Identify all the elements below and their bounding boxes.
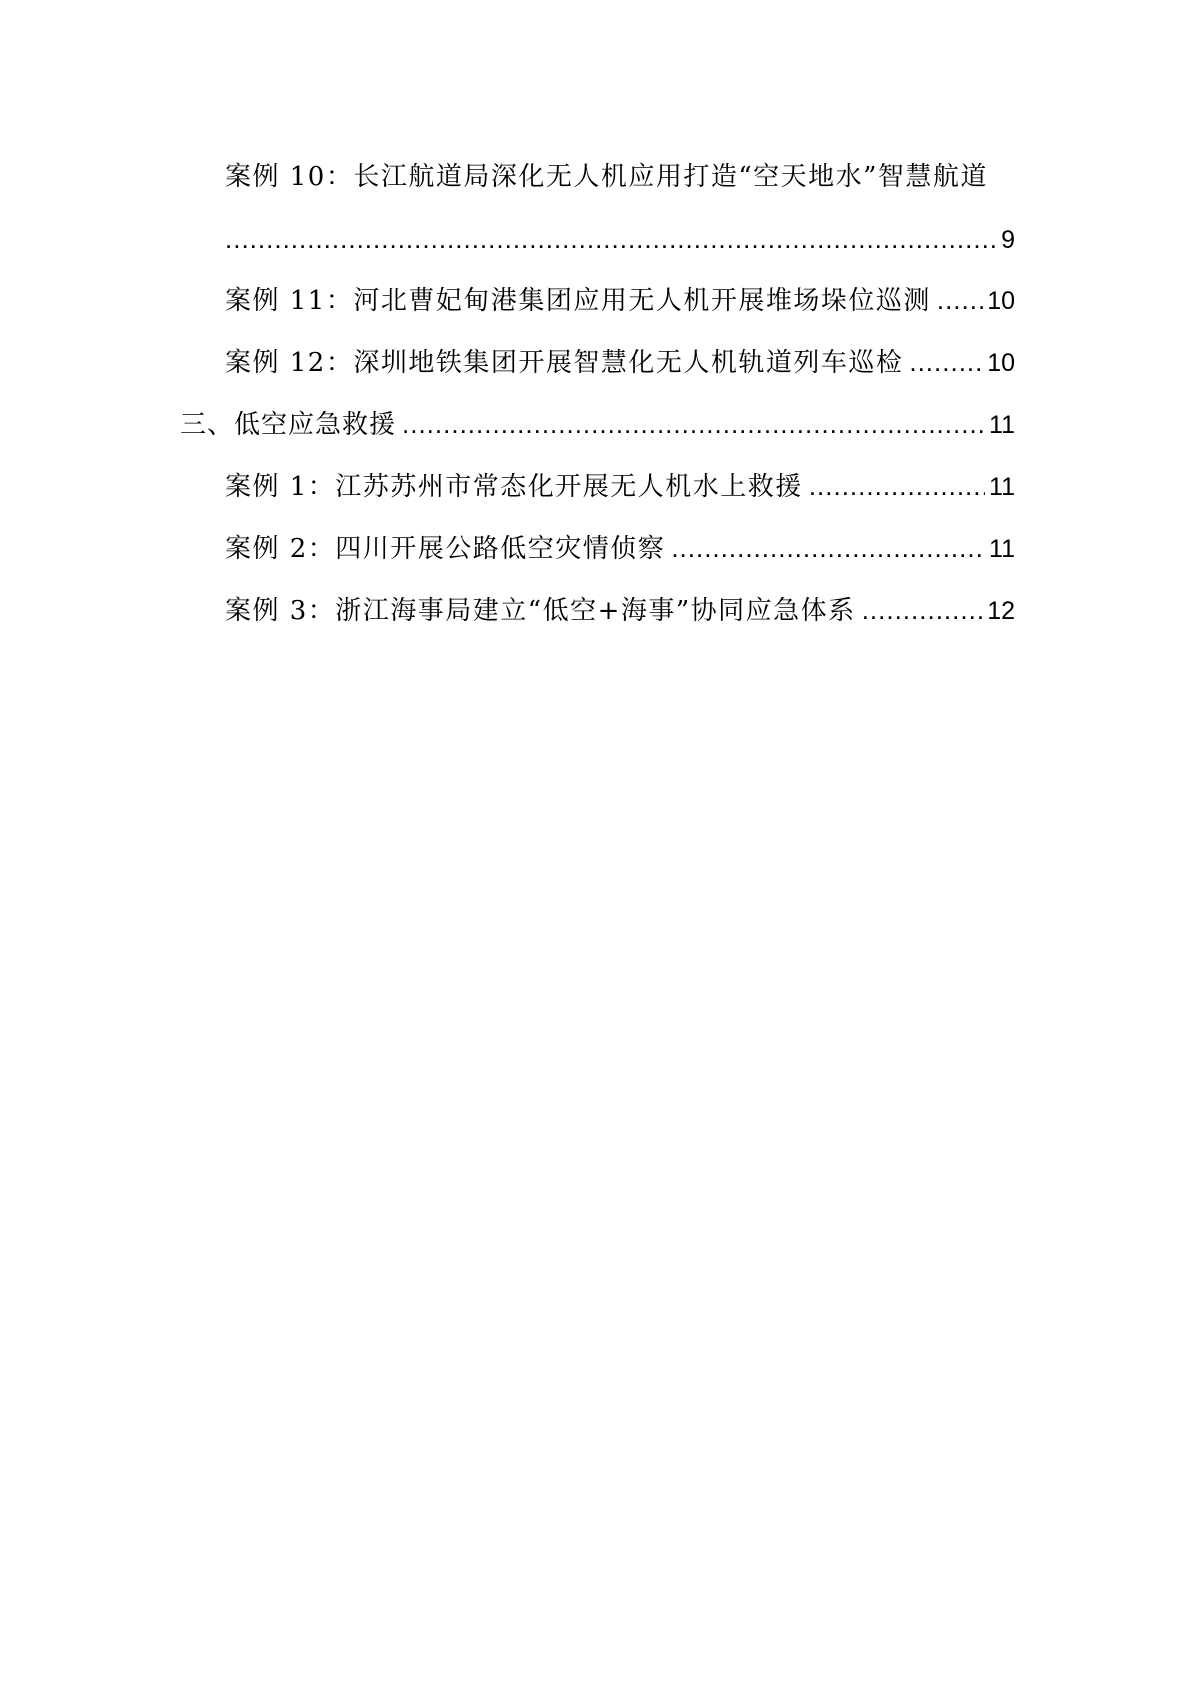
toc-entry-title: 案例 10：长江航道局深化无人机应用打造“空天地水”智慧航道 (225, 162, 988, 192)
toc-entry-case-11[interactable] (225, 283, 1015, 318)
toc-entry-title: 案例 1：江苏苏州市常态化开展无人机水上救援 (225, 472, 803, 502)
toc-entry-title: 案例 11：河北曹妃甸港集团应用无人机开展堆场垛位巡测 (225, 286, 931, 316)
toc-entry-page: 11 (989, 535, 1015, 563)
toc-entry-page: 10 (987, 349, 1015, 377)
toc-entry-page: 10 (987, 287, 1015, 315)
toc-section-title: 三、低空应急救援 (180, 410, 397, 440)
toc-entry-page: 11 (989, 411, 1015, 439)
toc-entry-case-12[interactable] (225, 345, 1015, 380)
toc-entry-case-1[interactable] (225, 469, 1015, 504)
dot-leader (402, 407, 985, 441)
toc-entry-case-10[interactable] (225, 160, 1015, 194)
dot-leader (809, 469, 985, 503)
dot-leader (937, 283, 983, 317)
toc-entry-page: 12 (987, 597, 1015, 625)
toc-entry-case-3[interactable] (225, 593, 1015, 628)
dot-leader (862, 593, 984, 627)
dot-leader (909, 345, 983, 379)
toc-section-emergency-rescue[interactable] (180, 407, 1015, 442)
dot-leader (671, 531, 985, 565)
toc-entry-case-2[interactable] (225, 531, 1015, 566)
dot-leader (225, 222, 997, 256)
toc-entry-page: 9 (1001, 226, 1015, 254)
toc-entry-case-10-leader-line[interactable] (225, 222, 1015, 257)
toc-entry-title: 案例 2：四川开展公路低空灾情侦察 (225, 534, 666, 564)
toc-entry-page: 11 (989, 473, 1015, 501)
toc-entry-title: 案例 3：浙江海事局建立“低空+海事”协同应急体系 (225, 596, 856, 626)
toc-entry-title: 案例 12：深圳地铁集团开展智慧化无人机轨道列车巡检 (225, 348, 904, 378)
